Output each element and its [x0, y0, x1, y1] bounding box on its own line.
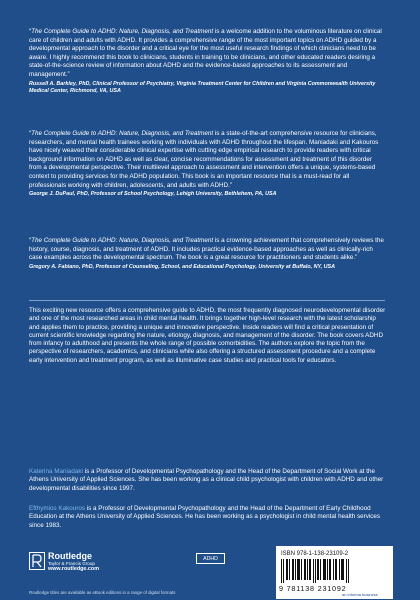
isbn-label: ISBN 978-1-138-23109-2	[281, 551, 349, 557]
author-bio-text: is a Professor of Developmental Psychopathology and the Head of the Department of Early Childhood Education at the Athens University of Applied Sciences. He has been working as a psychologist in child mental health services since 1983.	[29, 505, 381, 529]
author-bio-text: is a Professor of Developmental Psychopathology and the Head of the Department of Social Work at the Athens University of Applied Sciences. She has been working as a clinical child psychologist with children with ADHD and other developmental disabilities since 1997.	[29, 468, 384, 492]
author-name: Katerina Maniadaki	[29, 468, 83, 475]
publisher-url: www.routledge.com	[48, 566, 100, 573]
author-name: Efthymios Kakouros	[29, 505, 85, 512]
barcode-icon	[281, 559, 351, 583]
publisher-logo	[29, 552, 119, 578]
publisher-name: Routledge	[48, 551, 92, 561]
quote-attribution: George J. DuPaul, PhD, Professor of School Psychology, Lehigh University, Bethlehem, PA, USA	[29, 191, 277, 198]
divider	[29, 300, 385, 301]
review-quote-3: “The Complete Guide to ADHD: Nature, Diagnosis, and Treatment is a crowning achievement that comprehensively reviews the history, course, diagnosis, and treatment of ADHD. It includes practical evidence-based approaches as well as clinically-rich case examples across the developmental spectrum. The book is a great resource for practitioners and students alike.” Gregory A. Fabiano, PhD, Professor of Counseling, School, and Educational Psychology, University at Buffalo, NY, USA	[29, 237, 384, 270]
quote-text: is a welcome addition to the voluminous literature on clinical care of children and adults with ADHD. It provides a comprehensive range of the most important topics on ADHD guided by a developmental approach to the disorder and a critical eye for the most useful research findings of which clinicians need to be aware. I highly recommend this book to clinicians, students in training to be clinicians, and other educated readers desiring a state-of-the-science review of information about ADHD and the evidence-based approaches to its assessment and management.	[29, 28, 382, 78]
subject-badge: ADHD	[196, 553, 225, 564]
routledge-logo-icon	[29, 552, 45, 570]
quote-attribution: Gregory A. Fabiano, PhD, Professor of Counseling, School, and Educational Psychology, University at Buffalo, NY, USA	[29, 263, 336, 270]
quote-attribution: Russell A. Barkley, PhD, Clinical Professor of Psychiatry, Virginia Treatment Center for Children and Virginia Commonwealth University Medical Center, Richmond, VA, USA	[29, 80, 376, 94]
author-bio-1	[29, 468, 387, 493]
quote-book-title: The Complete Guide to ADHD: Nature, Diagnosis, and Treatment	[31, 28, 214, 35]
quote-book-title: The Complete Guide to ADHD: Nature, Diagnosis, and Treatment	[31, 237, 214, 244]
publisher-group: Taylor & Francis Group	[48, 561, 95, 566]
author-bio-2	[29, 505, 387, 530]
barcode-number: 9 781138 231092	[279, 584, 347, 593]
quote-book-title: The Complete Guide to ADHD: Nature, Diagnosis, and Treatment	[31, 130, 214, 137]
informa-tagline: an informa business	[342, 592, 378, 597]
book-description: This exciting new resource offers a comprehensive guide to ADHD, the most frequently diagnosed neurodevelopmental disorder and one of the most researched areas in child mental health. It brings together high-level research with the latest scholarship and applies them to practice, providing a unique and innovative perspective. Inside readers will find a critical presentation of current scientific knowledge regarding the nature, etiology, diagnosis, and management of the disorder. The book covers ADHD from infancy to adulthood and presents the whole range of possible comorbidities. The authors explore the topic from the perspective of researchers, academics, and clinicians while also offering a structured assessment procedure and a complete early intervention and treatment program, as well as illuminative case studies and practical tools for educators.	[29, 307, 386, 364]
footer-note: Routledge titles are available as eBook editions in a range of digital formats	[29, 590, 176, 595]
review-quote-1: “The Complete Guide to ADHD: Nature, Diagnosis, and Treatment is a welcome addition to the voluminous literature on clinical care of children and adults with ADHD. It provides a comprehensive range of the most important topics on ADHD guided by a developmental approach to the disorder and a critical eye for the most useful research findings of which clinicians need to be aware. I highly recommend this book to clinicians, students in training to be clinicians, and other educated readers desiring a state-of-the-science review of information about ADHD and the evidence-based approaches to its assessment and management.” Russell A. Barkley, PhD, Clinical Professor of Psychiatry, Virginia Treatment Center for Children and Virginia Commonwealth University Medical Center, Richmond, VA, USA	[29, 28, 385, 95]
review-quote-2: “The Complete Guide to ADHD: Nature, Diagnosis, and Treatment is a state-of-the-art comprehensive resource for clinicians, researchers, and mental health trainees working with individuals with ADHD throughout the lifespan. Maniadaki and Kakouros have nicely weaved their considerable clinical expertise with cutting edge empirical research to provide readers with critical background information on ADHD as well as clear, concise recommendations for assessment and treatment of this disorder from a developmental perspective. Their multilevel approach to assessment and intervention offers a unique, systems-based context to providing services for the ADHD population. This book is an important resource that is a must-read for all professionals working with children, adolescents, and adults with ADHD.” George J. DuPaul, PhD, Professor of School Psychology, Lehigh University, Bethlehem, PA, USA	[29, 130, 385, 198]
quote-text: is a state-of-the-art comprehensive resource for clinicians, researchers, and mental health trainees working with individuals with ADHD throughout the lifespan. Maniadaki and Kakouros have nicely weaved their considerable clinical expertise with cutting edge empirical research to provide readers with critical background information on ADHD as well as clear, concise recommendations for assessment and treatment of this disorder from a developmental perspective. Their multilevel approach to assessment and intervention offers a unique, systems-based context to providing services for the ADHD population. This book is an important resource that is a must-read for all professionals working with children, adolescents, and adults with ADHD.	[29, 130, 379, 189]
quote-text: is a crowning achievement that comprehensively reviews the history, course, diagnosis, and treatment of ADHD. It includes practical evidence-based approaches as well as clinically-rich case examples across the developmental spectrum. The book is a great resource for practitioners and students alike.	[29, 237, 384, 262]
